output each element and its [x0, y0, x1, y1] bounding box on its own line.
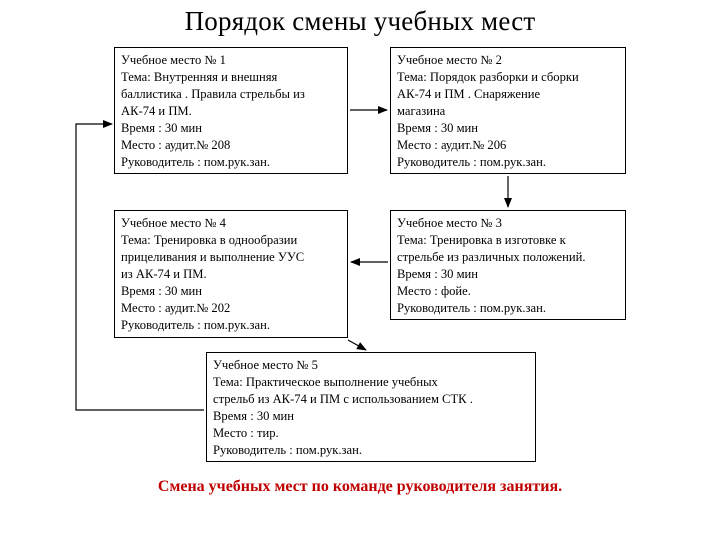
- station-4-line: Учебное место № 4: [121, 216, 226, 230]
- station-2-line: АК-74 и ПМ . Снаряжение: [397, 87, 541, 101]
- station-1-line: Место : аудит.№ 208: [121, 138, 231, 152]
- station-3-line: Место : фойе.: [397, 284, 471, 298]
- station-4-line: Место : аудит.№ 202: [121, 301, 231, 315]
- station-2-line: Место : аудит.№ 206: [397, 138, 507, 152]
- station-1-line: Тема: Внутренняя и внешняя: [121, 70, 278, 84]
- station-3-line: стрельбе из различных положений.: [397, 250, 586, 264]
- station-3-line: Учебное место № 3: [397, 216, 502, 230]
- station-2-line: Руководитель : пом.рук.зан.: [397, 155, 546, 169]
- station-3-line: Руководитель : пом.рук.зан.: [397, 301, 546, 315]
- diagram-title: Порядок смены учебных мест: [184, 6, 536, 36]
- station-3-line: Тема: Тренировка в изготовке к: [397, 233, 566, 247]
- arrow-5-to-1: [76, 124, 204, 410]
- station-4-line: Время : 30 мин: [121, 284, 203, 298]
- arrow-4-to-5: [348, 340, 366, 350]
- station-2-line: Тема: Порядок разборки и сборки: [397, 70, 579, 84]
- station-5-line: Место : тир.: [213, 426, 279, 440]
- station-1-line: Руководитель : пом.рук.зан.: [121, 155, 270, 169]
- footer-note: Смена учебных мест по команде руководителя занятия.: [157, 478, 563, 495]
- station-5-line: Тема: Практическое выполнение учебных: [213, 375, 438, 389]
- station-2-line: Учебное место № 2: [397, 53, 502, 67]
- station-2-line: магазина: [397, 104, 446, 118]
- station-5-line: Учебное место № 5: [213, 358, 318, 372]
- station-1-line: Время : 30 мин: [121, 121, 203, 135]
- station-1-line: Учебное место № 1: [121, 53, 226, 67]
- station-1-line: АК-74 и ПМ.: [121, 104, 192, 118]
- station-2-line: Время : 30 мин: [397, 121, 479, 135]
- station-5-line: Время : 30 мин: [213, 409, 295, 423]
- station-4-line: из АК-74 и ПМ.: [121, 267, 207, 281]
- station-5-line: стрельб из АК-74 и ПМ с использованием СТК .: [213, 392, 473, 406]
- station-4-line: Тема: Тренировка в однообразии: [121, 233, 298, 247]
- station-5-line: Руководитель : пом.рук.зан.: [213, 443, 362, 457]
- station-4-line: Руководитель : пом.рук.зан.: [121, 318, 270, 332]
- station-1-line: баллистика . Правила стрельбы из: [121, 87, 305, 101]
- station-3-line: Время : 30 мин: [397, 267, 479, 281]
- station-4-line: прицеливания и выполнение УУС: [121, 250, 305, 264]
